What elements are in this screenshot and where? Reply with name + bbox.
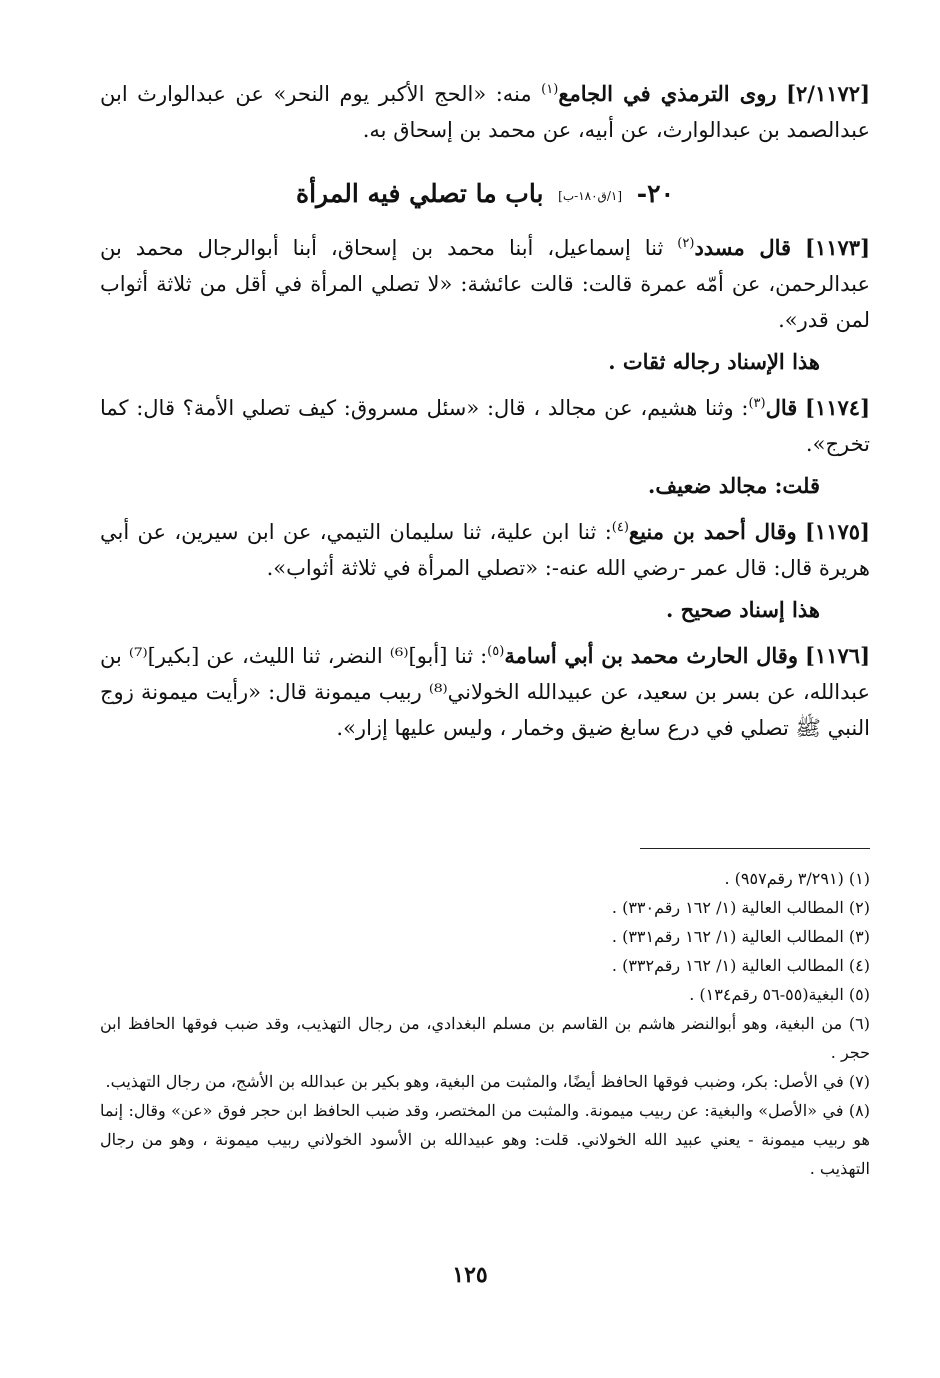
hadith-lead: قال مسدد bbox=[694, 234, 792, 260]
hadith-number: [١١٧٣] bbox=[805, 234, 870, 260]
footnote-divider bbox=[640, 848, 870, 849]
hadith-1174 bbox=[100, 390, 870, 462]
footnote-1: (١) (٣/٢٩١ رقم٩٥٧) . bbox=[724, 869, 870, 888]
hadith-1173 bbox=[100, 230, 870, 338]
hadith-verdict: هذا إسناد صحيح . bbox=[666, 596, 820, 622]
chapter-number: ٢٠- bbox=[636, 179, 674, 208]
chapter-title: باب ما تصلي فيه المرأة bbox=[295, 179, 544, 208]
entry-number: [٢/١١٧٢] bbox=[786, 81, 871, 106]
hadith-lead: وقال أحمد بن منيع bbox=[628, 518, 797, 544]
entry-text: منه: «الحج الأكبر يوم النحر» عن عبدالوارث ابن عبدالصمد بن عبدالوارث، عن أبيه، عن محمد بن إسحاق به. bbox=[100, 82, 870, 142]
hadith-text: : ثنا [أبو]⁽⁶⁾ النضر، ثنا الليث، عن [بكير]⁽⁷⁾ بن عبدالله، عن بسر بن سعيد، عن عبيدالله الخولاني⁽⁸⁾ ربيب ميمونة قال: «رأيت ميمونة زوج النبي ﷺ تصلي في درع سابغ ضيق وخمار ، وليس عليها إزار». bbox=[100, 643, 870, 740]
hadith-number: [١١٧٦] bbox=[805, 642, 871, 668]
footnote-ref[interactable]: (٣) bbox=[748, 395, 766, 411]
hadith-verdict: هذا الإسناد رجاله ثقات . bbox=[608, 348, 820, 374]
hadith-1175 bbox=[100, 514, 870, 586]
footnotes bbox=[100, 864, 870, 1183]
entry-lead: روى الترمذي في الجامع bbox=[558, 81, 777, 106]
manuscript-ref: [١/ق١٨٠-ب] bbox=[558, 188, 623, 203]
footnote-3: (٣) المطالب العالية (١/ ١٦٢ رقم٣٣١) . bbox=[611, 927, 870, 946]
hadith-lead: قال bbox=[765, 394, 798, 420]
hadith-number: [١١٧٤] bbox=[805, 394, 871, 420]
chapter-heading bbox=[100, 174, 870, 216]
footnote-5: (٥) البغية(٥٥-٥٦ رقم١٣٤) . bbox=[689, 985, 870, 1004]
page-number: ١٢٥ bbox=[452, 1262, 488, 1288]
footnote-ref[interactable]: (٤) bbox=[611, 519, 629, 535]
footnote-6: (٦) من البغية، وهو أبوالنضر هاشم بن القاسم بن مسلم البغدادي، من رجال التهذيب، وقد ضبب فوقها الحافظ ابن حجر . bbox=[100, 1014, 870, 1062]
footnote-ref[interactable]: (٢) bbox=[677, 235, 695, 251]
footnote-2: (٢) المطالب العالية (١/ ١٦٢ رقم٣٣٠) . bbox=[611, 898, 870, 917]
footnote-7: (٧) في الأصل: بكر، وضبب فوقها الحافظ أيضًا، والمثبت من البغية، وهو بكير بن عبدالله بن الأشج، من رجال التهذيب. bbox=[105, 1072, 870, 1091]
hadith-lead: وقال الحارث محمد بن أبي أسامة bbox=[504, 642, 798, 668]
footnote-8: (٨) في «الأصل» والبغية: عن ربيب ميمونة. والمثبت من المختصر، وقد ضبب الحافظ ابن حجر فوق «عن» وقال: إنما هو ربيب ميمونة - يعني عبيد الله الخولاني. قلت: وهو عبيدالله بن الأسود الخولاني ربيب ميمونة ، وهو من رجال التهذيب . bbox=[100, 1101, 870, 1178]
entry-1172 bbox=[100, 76, 870, 148]
hadith-text: ثنا إسماعيل، أبنا محمد بن إسحاق، أبنا أبوالرجال محمد بن عبدالرحمن، عن أمّه عمرة قالت: قالت عائشة: «لا تصلي المرأة في أقل من ثلاثة أثواب لمن قدر». bbox=[100, 235, 870, 332]
hadith-number: [١١٧٥] bbox=[804, 518, 870, 544]
footnote-ref[interactable]: (١) bbox=[541, 82, 559, 97]
page-body bbox=[100, 76, 871, 1178]
hadith-verdict: قلت: مجالد ضعيف. bbox=[648, 472, 820, 498]
hadith-text: : ثنا ابن علية، ثنا سليمان التيمي، عن ابن سيرين، عن أبي هريرة قال: قال عمر -رضي الله عنه-: «تصلي المرأة في ثلاثة أثواب». bbox=[100, 519, 870, 580]
hadith-text: : وثنا هشيم، عن مجالد ، قال: «سئل مسروق: كيف تصلي الأمة؟ قال: كما تخرج». bbox=[100, 395, 870, 456]
footnote-ref[interactable]: (٥) bbox=[487, 643, 505, 659]
hadith-1176 bbox=[100, 638, 870, 746]
footnote-4: (٤) المطالب العالية (١/ ١٦٢ رقم٣٣٢) . bbox=[611, 956, 870, 975]
